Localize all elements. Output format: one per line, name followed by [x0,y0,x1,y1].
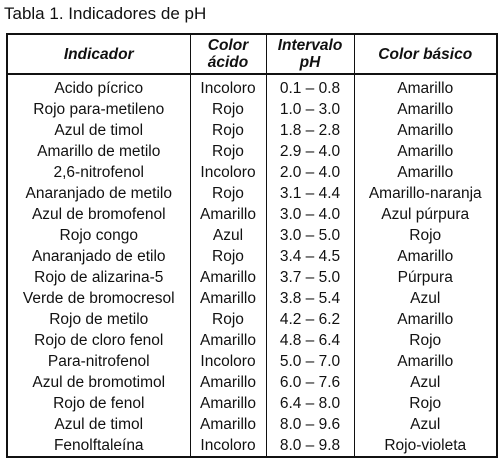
indicator-name-cell: Anaranjado de etilo [31,248,166,265]
table-row [7,141,497,162]
basic-color-cell: Amarillo [354,246,497,267]
indicator-name-cell: Azul de timol [54,416,144,433]
ph-range-cell: 6.4 – 8.0 [266,393,354,414]
basic-color-cell: Azul [354,372,497,393]
acid-color-cell: Amarillo [190,267,266,288]
indicator-name-cell: Para-nitrofenol [47,353,150,370]
indicator-name-cell: Rojo de fenol [53,395,145,412]
ph-range-cell: 3.0 – 5.0 [266,225,354,246]
basic-color-cell: Rojo [354,330,497,351]
header-indicador-label: Indicador [63,45,134,63]
basic-color-cell: Púrpura [354,267,497,288]
table-row [7,435,497,457]
indicator-name-cell: Acido pícrico [54,80,144,97]
table-body [7,74,497,457]
indicator-name-cell: Rojo congo [59,227,138,244]
ph-range-cell: 2.9 – 4.0 [266,141,354,162]
indicator-name-cell: Verde de bromocresol [22,290,175,307]
basic-color-cell: Azul púrpura [354,204,497,225]
ph-range-cell: 3.8 – 5.4 [266,288,354,309]
basic-color-cell: Azul [354,414,497,435]
acid-color-cell: Incoloro [190,351,266,372]
acid-color-cell: Azul [190,225,266,246]
table-row [7,162,497,183]
header-intervalo-ph [266,34,354,74]
header-color-basico-label: Color básico [378,45,473,63]
basic-color-cell: Amarillo [354,74,497,99]
indicator-name-cell: 2,6-nitrofenol [53,164,144,181]
ph-range-cell: 8.0 – 9.6 [266,414,354,435]
table-row [7,183,497,204]
acid-color-cell: Rojo [190,183,266,204]
basic-color-cell: Amarillo [354,141,497,162]
ph-range-cell: 3.7 – 5.0 [266,267,354,288]
ph-indicators-table [6,33,498,458]
header-color-acido-line2: ácido [207,54,249,71]
indicator-name-cell: Fenolftaleína [53,437,144,454]
acid-color-cell: Rojo [190,309,266,330]
ph-range-cell: 0.1 – 0.8 [266,74,354,99]
ph-range-cell: 2.0 – 4.0 [266,162,354,183]
acid-color-cell: Incoloro [190,162,266,183]
table-row [7,309,497,330]
ph-range-cell: 1.0 – 3.0 [266,99,354,120]
ph-range-cell: 4.8 – 6.4 [266,330,354,351]
indicator-name-cell: Rojo de cloro fenol [34,332,164,349]
basic-color-cell: Amarillo [354,120,497,141]
ph-range-cell: 1.8 – 2.8 [266,120,354,141]
table-row [7,204,497,225]
header-intervalo-ph-line2: pH [299,54,321,71]
header-row [7,34,497,74]
table-row [7,225,497,246]
indicator-name-cell: Rojo de metilo [49,311,149,328]
acid-color-cell: Amarillo [190,204,266,225]
basic-color-cell: Rojo-violeta [354,435,497,457]
acid-color-cell: Amarillo [190,372,266,393]
table-row [7,99,497,120]
table-row [7,120,497,141]
ph-range-cell: 8.0 – 9.8 [266,435,354,457]
table-row [7,246,497,267]
table-row [7,288,497,309]
basic-color-cell: Rojo [354,225,497,246]
acid-color-cell: Amarillo [190,393,266,414]
ph-range-cell: 4.2 – 6.2 [266,309,354,330]
table-row [7,414,497,435]
indicator-name-cell: Rojo para-metileno [33,101,165,118]
table-row [7,372,497,393]
basic-color-cell: Amarillo [354,351,497,372]
indicator-name-cell: Amarillo de metilo [37,143,161,160]
header-color-basico [354,34,497,74]
table-row [7,74,497,99]
ph-range-cell: 3.0 – 4.0 [266,204,354,225]
indicator-name-cell: Anaranjado de metilo [25,185,172,202]
acid-color-cell: Rojo [190,99,266,120]
basic-color-cell: Azul [354,288,497,309]
acid-color-cell: Incoloro [190,74,266,99]
acid-color-cell: Rojo [190,120,266,141]
ph-range-cell: 3.1 – 4.4 [266,183,354,204]
acid-color-cell: Amarillo [190,330,266,351]
indicator-name-cell: Azul de bromotimol [32,374,166,391]
ph-range-cell: 6.0 – 7.6 [266,372,354,393]
header-indicador [7,34,190,74]
header-color-acido [190,34,266,74]
table-header [7,34,497,74]
ph-range-cell: 5.0 – 7.0 [266,351,354,372]
basic-color-cell: Amarillo [354,162,497,183]
table-row [7,393,497,414]
acid-color-cell: Rojo [190,141,266,162]
indicator-name-cell: Rojo de alizarina-5 [34,269,164,286]
basic-color-cell: Amarillo [354,309,497,330]
table-caption: Tabla 1. Indicadores de pH [4,4,207,23]
basic-color-cell: Rojo [354,393,497,414]
basic-color-cell: Amarillo-naranja [354,183,497,204]
header-intervalo-ph-line1: Intervalo [277,37,343,54]
acid-color-cell: Rojo [190,246,266,267]
basic-color-cell: Amarillo [354,99,497,120]
acid-color-cell: Incoloro [190,435,266,457]
table-row [7,267,497,288]
indicator-name-cell: Azul de timol [54,122,144,139]
ph-range-cell: 3.4 – 4.5 [266,246,354,267]
header-color-acido-line1: Color [207,37,249,54]
table-row [7,330,497,351]
acid-color-cell: Amarillo [190,414,266,435]
indicator-name-cell: Azul de bromofenol [31,206,166,223]
table-row [7,351,497,372]
acid-color-cell: Amarillo [190,288,266,309]
